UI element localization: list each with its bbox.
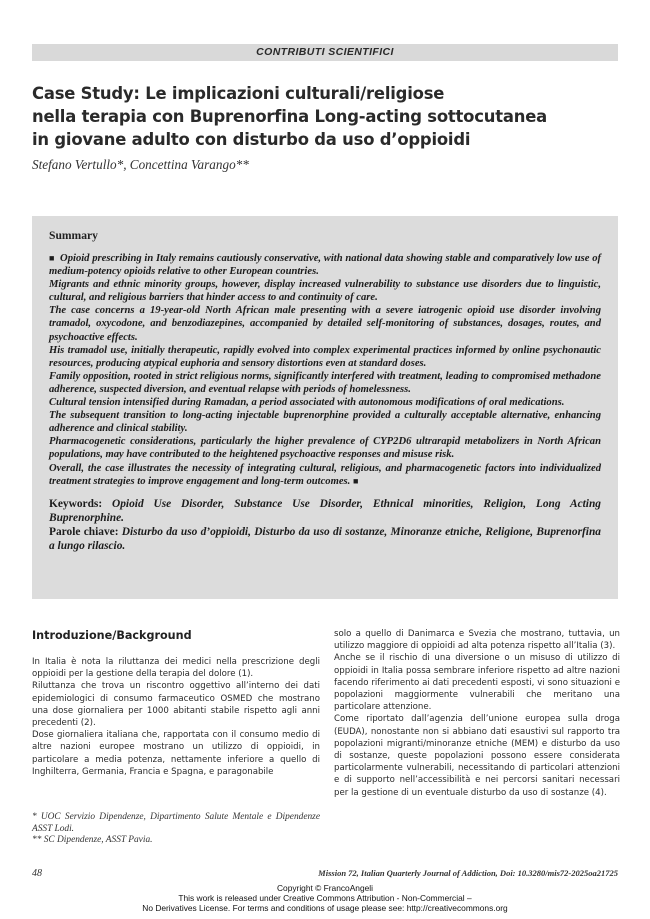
section-header: CONTRIBUTI SCIENTIFICI (32, 44, 618, 61)
summary-paragraph: Pharmacogenetic considerations, particularly the higher prevalence of CYP2D6 ultrarapid metabolizers in North African populations, may have contributed to the heightened psychoactive responses and misuse risk. (49, 436, 601, 461)
title-line: in giovane adulto con disturbo da uso d’oppioidi (32, 130, 471, 149)
summary-paragraph (49, 462, 601, 488)
footnote: * UOC Servizio Dipendenze, Dipartimento Salute Mentale e Dipendenze ASST Lodi. (32, 812, 320, 834)
article-title (32, 82, 622, 151)
copyright-line: This work is released under Creative Commons Attribution - Non-Commercial – (178, 893, 472, 904)
copyright-line: No Derivatives License. For terms and conditions of usage please see: http://creativecommons.org (142, 903, 508, 914)
summary-paragraph: His tramadol use, initially therapeutic, rapidly evolved into complex experimental practices informed by online psychonautic resources, producing atypical euphoria and sensory distortions even at standard doses. (49, 344, 601, 369)
summary-text: Overall, the case illustrates the necessity of integrating cultural, religious, and pharmacogenetic factors into individualized treatment strategies to improve engagement and long-term outcomes. (49, 462, 601, 487)
column-right (334, 628, 620, 799)
keywords-block (49, 497, 601, 553)
square-bullet-icon: ■ (49, 253, 55, 263)
body-paragraph: Come riportato dall’agenzia dell’unione europea sulla droga (EUDA), nonostante non si abbiano dati esaustivi sul rapporto tra popolazioni migranti/minoranze etniche (MEM) e disturbo da uso di sostanze, queste popolazioni possono essere considerata particolarmente vulnerabili, necessitando di particolari attenzioni e di supporto nell’accessibilità e nei percorsi sanitari necessari per la gestione di un eventuale disturbo da uso di sostanze (4). (334, 714, 620, 798)
footnote: ** SC Dipendenze, ASST Pavia. (32, 835, 153, 846)
title-line: Case Study: Le implicazioni culturali/religiose (32, 84, 445, 103)
summary-body (49, 252, 601, 488)
summary-paragraph: Migrants and ethnic minority groups, however, display increased vulnerability to substance use disorders due to linguistic, cultural, and religious barriers that hinder access to and continuity of care. (49, 279, 601, 304)
page-number: 48 (32, 868, 42, 879)
keywords-value: Opioid Use Disorder, Substance Use Disorder, Ethnical minorities, Religion, Long Acting Buprenorphine. (49, 497, 601, 524)
intro-heading: Introduzione/Background (32, 629, 192, 642)
summary-paragraph: The case concerns a 19-year-old North African male presenting with a severe iatrogenic opioid use disorder involving tramadol, oxycodone, and benzodiazepines, accompanied by detailed self-monitoring of substances, dosages, routes, and psychoactive effects. (49, 305, 601, 343)
body-paragraph: Riluttanza che trova un riscontro oggettivo all’interno dei dati epidemiologici di consumo farmaceutico OSMED che mostrano una dose giornaliera per 1000 abitanti stabile rispetto agli anni precedenti (2). (32, 681, 320, 729)
copyright-notice (0, 883, 650, 914)
body-paragraph: Anche se il rischio di una diversione o un misuso di utilizzo di oppioidi in Italia possa sembrare inferiore rispetto ad altre nazioni facendo riferimento ai dati precedenti esposti, vi sono situazioni e popolazioni maggiormente vulnerabili che meritano una particolare attenzione. (334, 653, 620, 713)
body-paragraph: solo a quello di Danimarca e Svezia che mostrano, tuttavia, un utilizzo maggiore di oppioidi ad alta potenza rispetto all’Italia (3). (334, 629, 620, 652)
summary-paragraph (49, 252, 601, 278)
square-end-icon: ■ (352, 475, 359, 486)
title-line: nella terapia con Buprenorfina Long-acting sottocutanea (32, 107, 547, 126)
authors: Stefano Vertullo*, Concettina Varango** (32, 157, 249, 172)
summary-paragraph: The subsequent transition to long-acting injectable buprenorphine provided a culturally acceptable alternative, enhancing adherence and clinical stability. (49, 410, 601, 435)
parole-chiave (49, 525, 601, 553)
body-paragraph: Dose giornaliera italiana che, rapportata con il consumo medio di altre nazioni europee mostrano un utilizzo di oppioidi, in particolare a media potenza, nettamente inferiore a quello di Inghilterra, Germania, Francia e Spagna, e paragonabile (32, 730, 320, 777)
body-paragraph: In Italia è nota la riluttanza dei medici nella prescrizione degli oppioidi per la gestione della terapia del dolore (1). (32, 657, 320, 680)
journal-citation: Mission 72, Italian Quarterly Journal of Addiction, Doi: 10.3280/mis72-2025oa21725 (318, 868, 618, 878)
copyright-line: Copyright © FrancoAngeli (276, 883, 373, 893)
footnotes (32, 812, 320, 847)
parole-value: Disturbo da uso d’oppioidi, Disturbo da uso di sostanze, Minoranze etniche, Religione, Buprenorfina a lungo rilascio. (49, 525, 601, 552)
parole-label: Parole chiave: (49, 525, 119, 538)
column-left (32, 628, 320, 778)
summary-paragraph: Cultural tension intensified during Ramadan, a period associated with autonomous modifications of oral medications. (49, 397, 565, 409)
summary-paragraph: Family opposition, rooted in strict religious norms, significantly interfered with treatment, leading to compromised methadone adherence, suspected diversion, and eventual relapse with periods of homelessness. (49, 370, 601, 395)
summary-text: Opioid prescribing in Italy remains cautiously conservative, with national data showing stable and comparatively low use of medium-potency opioids relative to other European countries. (49, 253, 602, 278)
keywords-label: Keywords: (49, 497, 103, 510)
keywords (49, 497, 601, 525)
summary-heading: Summary (49, 229, 98, 242)
summary-box (32, 216, 618, 599)
